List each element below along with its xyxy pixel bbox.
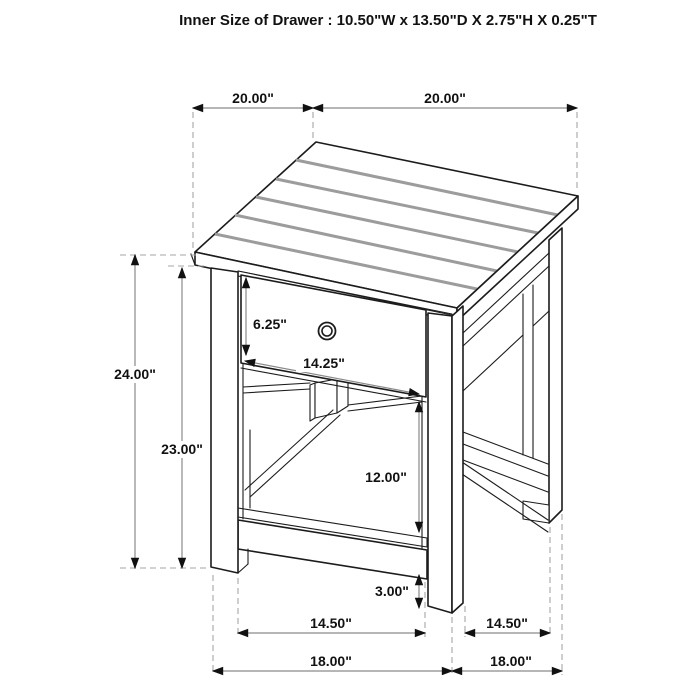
dimension-front-leg-span (238, 615, 425, 633)
dimension-front-base-width (213, 653, 452, 671)
dimension-label-apron-height: 23.00" (161, 441, 203, 457)
dimension-label-front-leg-span: 14.50" (310, 615, 352, 631)
dimension-label-base-clearance: 3.00" (375, 583, 409, 599)
dimension-apron-height (154, 268, 210, 568)
dimension-label-drawer-height: 6.25" (253, 316, 287, 332)
dimension-shelf-opening (358, 402, 419, 532)
dimension-label-top-depth: 20.00" (424, 90, 466, 106)
dimension-label-shelf-opening: 12.00" (365, 469, 407, 485)
dimension-label-top-width: 20.00" (232, 90, 274, 106)
dimension-label-side-base-width: 18.00" (490, 653, 532, 669)
front-right-leg (428, 306, 463, 613)
dimension-base-clearance (370, 575, 419, 608)
diagram-title: Inner Size of Drawer : 10.50"W x 13.50"D X 2.75"H X 0.25"T (179, 12, 597, 29)
dimension-label-overall-height: 24.00" (114, 366, 156, 382)
dimension-side-base-width (452, 653, 562, 671)
dimension-top-depth (313, 90, 577, 108)
dimension-overall-height (107, 255, 163, 568)
dimension-side-leg-span (465, 615, 550, 633)
table-drawing (191, 142, 578, 613)
dimension-label-drawer-width: 14.25" (303, 355, 345, 371)
dimension-label-front-base-width: 18.00" (310, 653, 352, 669)
dimension-label-side-leg-span: 14.50" (486, 615, 528, 631)
dimension-top-width (193, 90, 313, 108)
